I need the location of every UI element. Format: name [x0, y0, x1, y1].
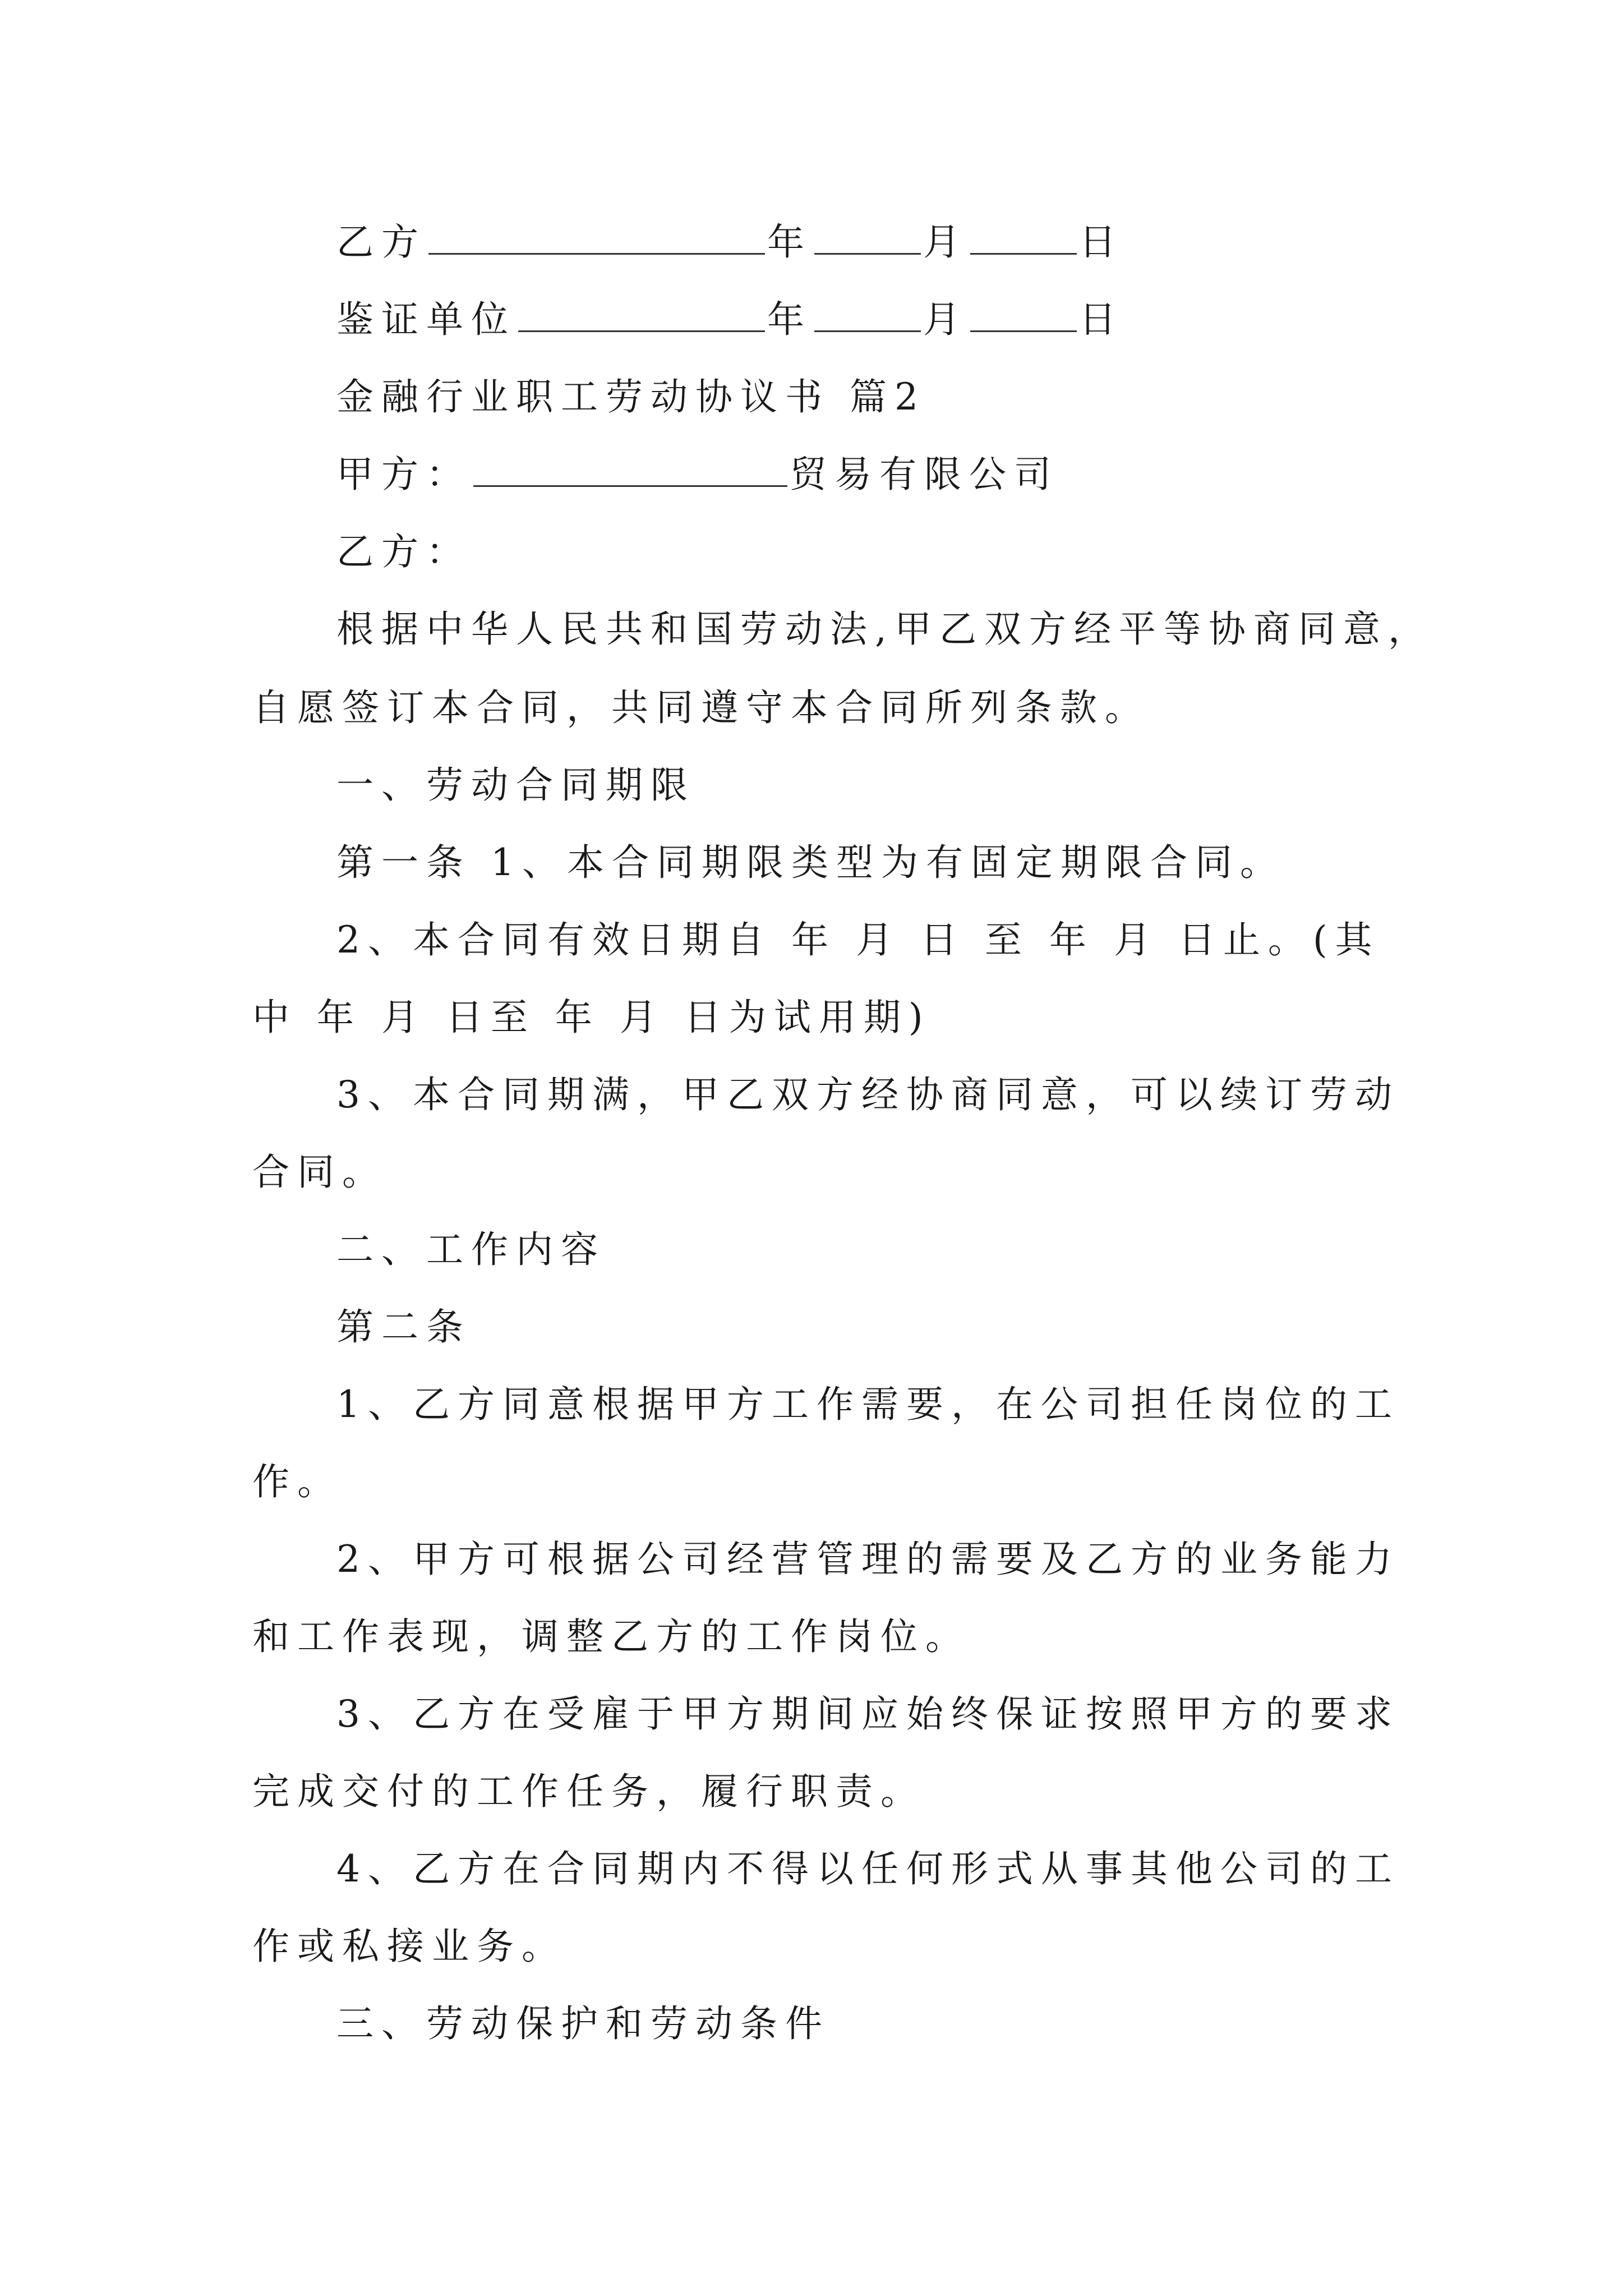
party-a-suffix: 贸易有限公司: [790, 453, 1059, 496]
chapter2-heading: 二、工作内容: [336, 1228, 606, 1271]
article2: 第二条: [336, 1305, 471, 1349]
chapter3-heading: 三、劳动保护和劳动条件: [336, 2002, 830, 2045]
chapter1-item2-line2: 中 年 月 日至 年 月 日为试用期): [252, 996, 931, 1039]
party-a-label: 甲方：: [336, 453, 471, 496]
month-label: 月: [923, 298, 968, 341]
chapter2-item3-line1: 3、乙方在受雇于甲方期间应始终保证按照甲方的要求: [336, 1692, 1400, 1736]
certifier-label: 鉴证单位: [336, 298, 516, 341]
day-label: 日: [1079, 298, 1124, 341]
party-b-line: 乙方：: [336, 530, 471, 573]
section-title: 金融行业职工劳动协议书 篇2: [336, 375, 926, 418]
chapter2-item1-line1: 1、乙方同意根据甲方工作需要，在公司担任岗位的工: [336, 1383, 1400, 1426]
year-blank: [814, 220, 921, 255]
chapter1-item3-line2: 合同。: [252, 1151, 387, 1194]
signature-certifier-line: [336, 297, 1492, 342]
chapter2-item3-line2: 完成交付的工作任务，履行职责。: [252, 1770, 925, 1813]
party-a-blank: [473, 453, 787, 487]
signature-blank: [428, 220, 765, 255]
chapter2-item1-line2: 作。: [252, 1460, 342, 1503]
day-label: 日: [1079, 220, 1124, 264]
month-blank: [970, 298, 1077, 332]
chapter1-item2-line1: 2、本合同有效日期自 年 月 日 至 年 月 日止。(其: [336, 918, 1380, 961]
chapter1-heading: 一、劳动合同期限: [336, 763, 695, 807]
month-blank: [970, 220, 1077, 255]
chapter2-item2-line2: 和工作表现，调整乙方的工作岗位。: [252, 1615, 970, 1658]
signature-party-b-line: [336, 220, 1492, 265]
party-b-signature-label: 乙方: [336, 220, 426, 264]
year-label: 年: [767, 220, 812, 264]
article1: 第一条 1、本合同期限类型为有固定期限合同。: [336, 841, 1285, 884]
party-a-line: [336, 452, 1492, 497]
year-blank: [814, 298, 921, 332]
chapter2-item4-line2: 作或私接业务。: [252, 1925, 566, 1968]
chapter1-item3-line1: 3、本合同期满，甲乙双方经协商同意，可以续订劳动: [336, 1073, 1400, 1116]
chapter2-item4-line1: 4、乙方在合同期内不得以任何形式从事其他公司的工: [336, 1847, 1400, 1890]
month-label: 月: [923, 220, 968, 264]
certifier-blank: [518, 298, 765, 332]
chapter2-item2-line1: 2、甲方可根据公司经营管理的需要及乙方的业务能力: [336, 1538, 1400, 1581]
intro-line-1: 根据中华人民共和国劳动法,甲乙双方经平等协商同意，: [336, 608, 1433, 651]
intro-line-2: 自愿签订本合同，共同遵守本合同所列条款。: [252, 686, 1150, 729]
year-label: 年: [767, 298, 812, 341]
